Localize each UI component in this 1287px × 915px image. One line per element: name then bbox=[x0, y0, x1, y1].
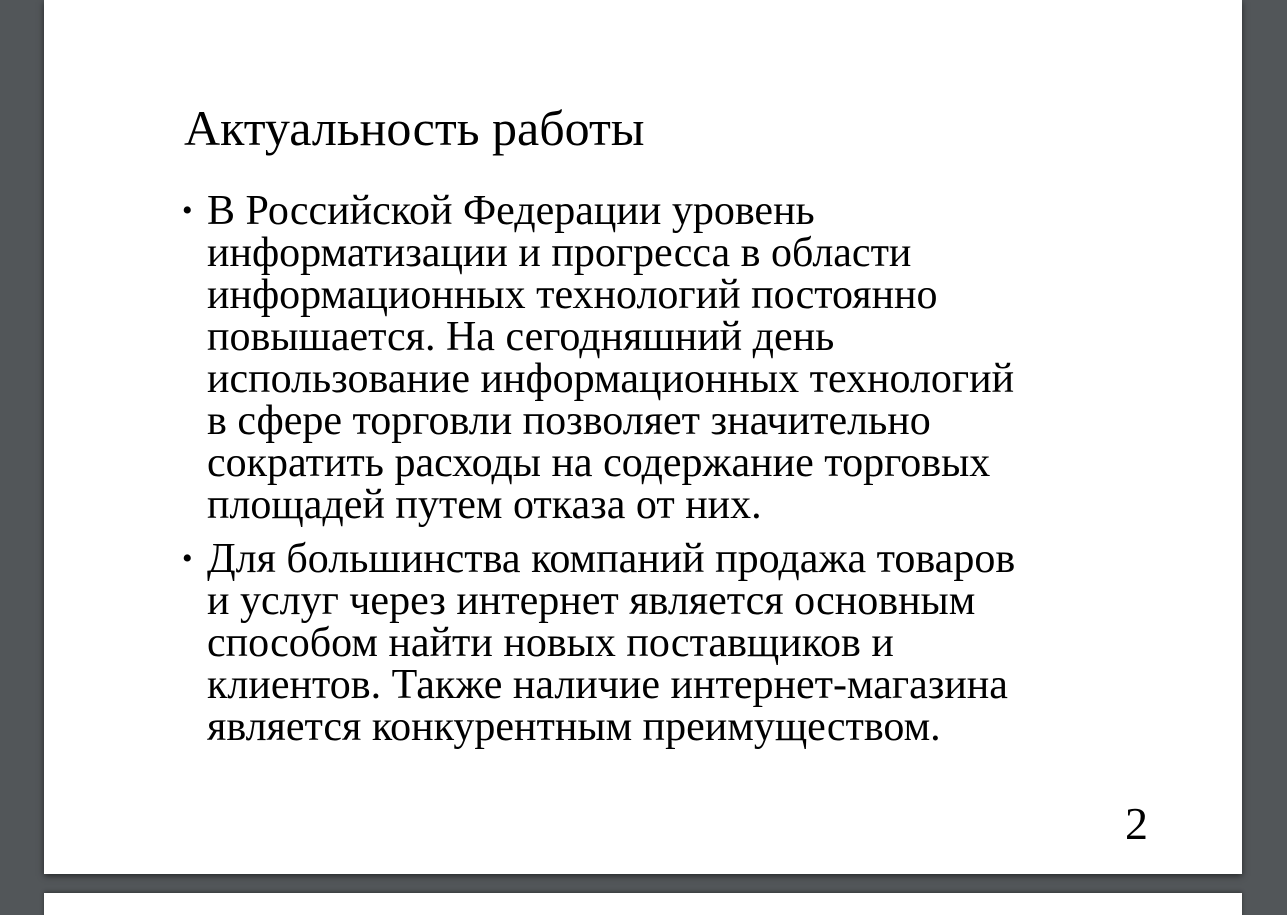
bullet-list bbox=[182, 190, 1222, 760]
bullet-item bbox=[182, 538, 1222, 748]
page-number: 2 bbox=[1125, 798, 1148, 849]
bullet-item bbox=[182, 190, 1222, 526]
bullet-icon: • bbox=[182, 542, 193, 575]
slide-page bbox=[44, 0, 1242, 874]
bullet-text: Для большинства компаний продажа товаров и услуг через интернет является основным способом найти новых поставщиков и клиентов. Также наличие интернет-магазина является конкурентным преимуществом. bbox=[207, 536, 1016, 750]
next-slide-page bbox=[44, 893, 1242, 915]
slide-title: Актуальность работы bbox=[184, 100, 645, 156]
bullet-text: В Российской Федерации уровень информатизации и прогресса в области информационных технологий постоянно повышается. На сегодняшний день использование информационных технологий в сфере торговли позволяет значительно сократить расходы на содержание торговых площадей путем отказа от них. bbox=[207, 188, 1015, 528]
bullet-icon: • bbox=[182, 194, 193, 227]
